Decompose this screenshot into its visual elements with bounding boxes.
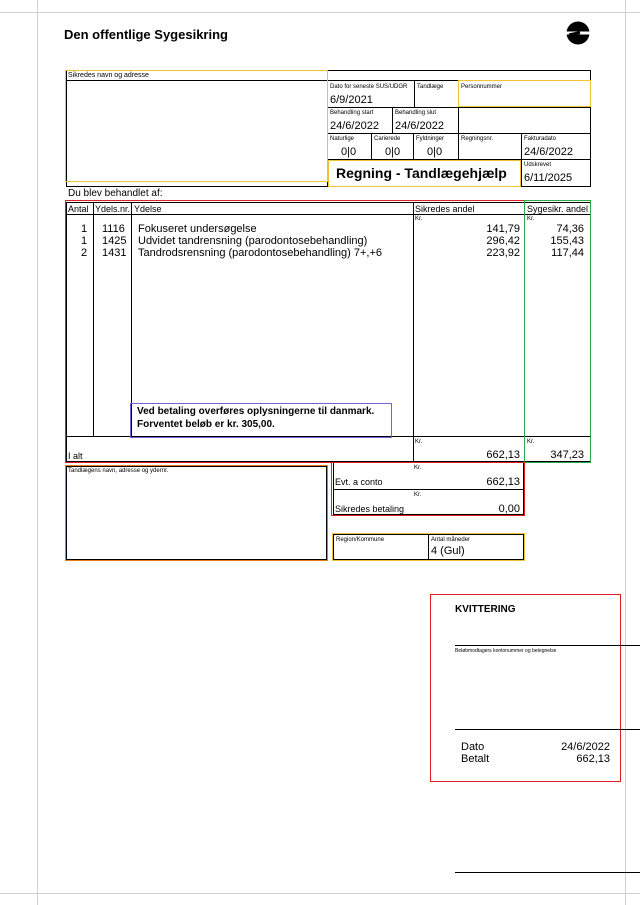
- beh-slut-value: 24/6/2022: [395, 120, 444, 132]
- bill-title: Regning - Tandlægehjælp: [336, 165, 507, 181]
- dato-sus-label: Dato for seneste SUS/UDGR: [330, 84, 408, 90]
- beh-slut-label: Behandling slut: [395, 110, 437, 116]
- udskrevet-label: Udskrevet: [524, 162, 552, 168]
- services-highlight: [65, 200, 525, 463]
- kr-label: Kr.: [414, 465, 422, 471]
- aconto-value: 662,13: [486, 476, 520, 488]
- page-title: Den offentlige Sygesikring: [64, 27, 228, 42]
- months-value: 4 (Gul): [431, 545, 465, 557]
- col-sikredes: Sikredes andel: [415, 204, 475, 214]
- row-nr: 1116: [102, 223, 125, 235]
- row-sygesikr: 155,43: [550, 235, 584, 247]
- tandlaege-label: Tandlæge: [417, 84, 444, 90]
- row-sikredes: 223,92: [486, 247, 520, 259]
- col-antal: Antal: [68, 204, 89, 214]
- kr-label: Kr.: [414, 492, 422, 498]
- kr-label: Kr.: [527, 216, 535, 222]
- dentist-label: Tandlægens navn, adresse og ydernr.: [68, 468, 169, 474]
- row-sikredes: 296,42: [486, 235, 520, 247]
- aconto-label: Evt. a conto: [335, 477, 383, 487]
- dato-sus-value: 6/9/2021: [330, 94, 373, 106]
- row-sygesikr: 74,36: [556, 223, 584, 235]
- payment-note-line1: Ved betaling overføres oplysningerne til danmark.: [137, 406, 375, 417]
- row-ydelse: Udvidet tandrensning (parodontosebehandling): [138, 235, 368, 247]
- row-sikredes: 141,79: [486, 223, 520, 235]
- payment-note-line2: Forventet beløb er kr. 305,00.: [137, 419, 275, 430]
- months-label: Antal måneder: [431, 537, 471, 543]
- beh-start-value: 24/6/2022: [330, 120, 379, 132]
- betaling-label: Sikredes betaling: [335, 504, 405, 514]
- row-sygesikr: 117,44: [551, 247, 584, 259]
- kr-label: Kr.: [415, 216, 423, 222]
- fakturadato-label: Fakturadato: [524, 136, 557, 142]
- carierede-value: 0|0: [385, 146, 401, 158]
- dentist-highlight: [65, 465, 328, 561]
- receipt-dato-value: 24/6/2022: [561, 741, 610, 753]
- receipt-betalt-value: 662,13: [576, 753, 610, 765]
- udskrevet-value: 6/11/2025: [524, 172, 573, 184]
- col-sygesikr: Sygesikr. andel: [527, 204, 589, 214]
- row-antal: 1: [81, 223, 88, 235]
- kr-label: Kr.: [527, 439, 535, 445]
- col-ydelsnr: Ydels.nr.: [95, 204, 131, 214]
- receipt-account-label: Beløbmodtagers kontonummer og betegnelse: [455, 648, 557, 654]
- beh-start-label: Behandling start: [330, 110, 374, 116]
- sygesikr-highlight: [524, 200, 591, 463]
- row-antal: 2: [81, 247, 88, 259]
- row-nr: 1425: [102, 235, 127, 247]
- receipt-dato-label: Dato: [461, 741, 485, 753]
- fyldninger-label: Fyldninger: [416, 136, 445, 142]
- patient-name-label: Sikredes navn og adresse: [68, 72, 149, 79]
- naturlige-label: Naturlige: [330, 136, 355, 142]
- betaling-value: 0,00: [498, 503, 520, 515]
- regningsnr-label: Regningsnr.: [461, 136, 494, 142]
- kr-label: Kr.: [415, 439, 423, 445]
- fyldninger-value: 0|0: [427, 146, 443, 158]
- row-ydelse: Tandrodsrensning (parodontosebehandling) 7+,+6: [138, 247, 383, 259]
- personnummer-label: Personnummer: [461, 84, 503, 90]
- fakturadato-value: 24/6/2022: [524, 146, 573, 158]
- treated-by-label: Du blev behandlet af:: [68, 188, 163, 199]
- col-ydelse: Ydelse: [134, 204, 162, 214]
- ialt-sikredes: 662,13: [486, 449, 520, 461]
- row-ydelse: Fokuseret undersøgelse: [138, 223, 257, 235]
- ialt-label: I alt: [68, 451, 83, 461]
- carierede-label: Carierede: [374, 136, 401, 142]
- sygesikring-logo-icon: [566, 21, 590, 45]
- region-label: Region/Kommune: [336, 537, 385, 543]
- row-nr: 1431: [102, 247, 127, 259]
- ialt-sygesikr: 347,23: [550, 449, 584, 461]
- naturlige-value: 0|0: [341, 146, 357, 158]
- receipt-betalt-label: Betalt: [461, 753, 490, 765]
- receipt-title: KVITTERING: [455, 604, 516, 615]
- patient-address-box: [65, 70, 328, 182]
- row-antal: 1: [81, 235, 88, 247]
